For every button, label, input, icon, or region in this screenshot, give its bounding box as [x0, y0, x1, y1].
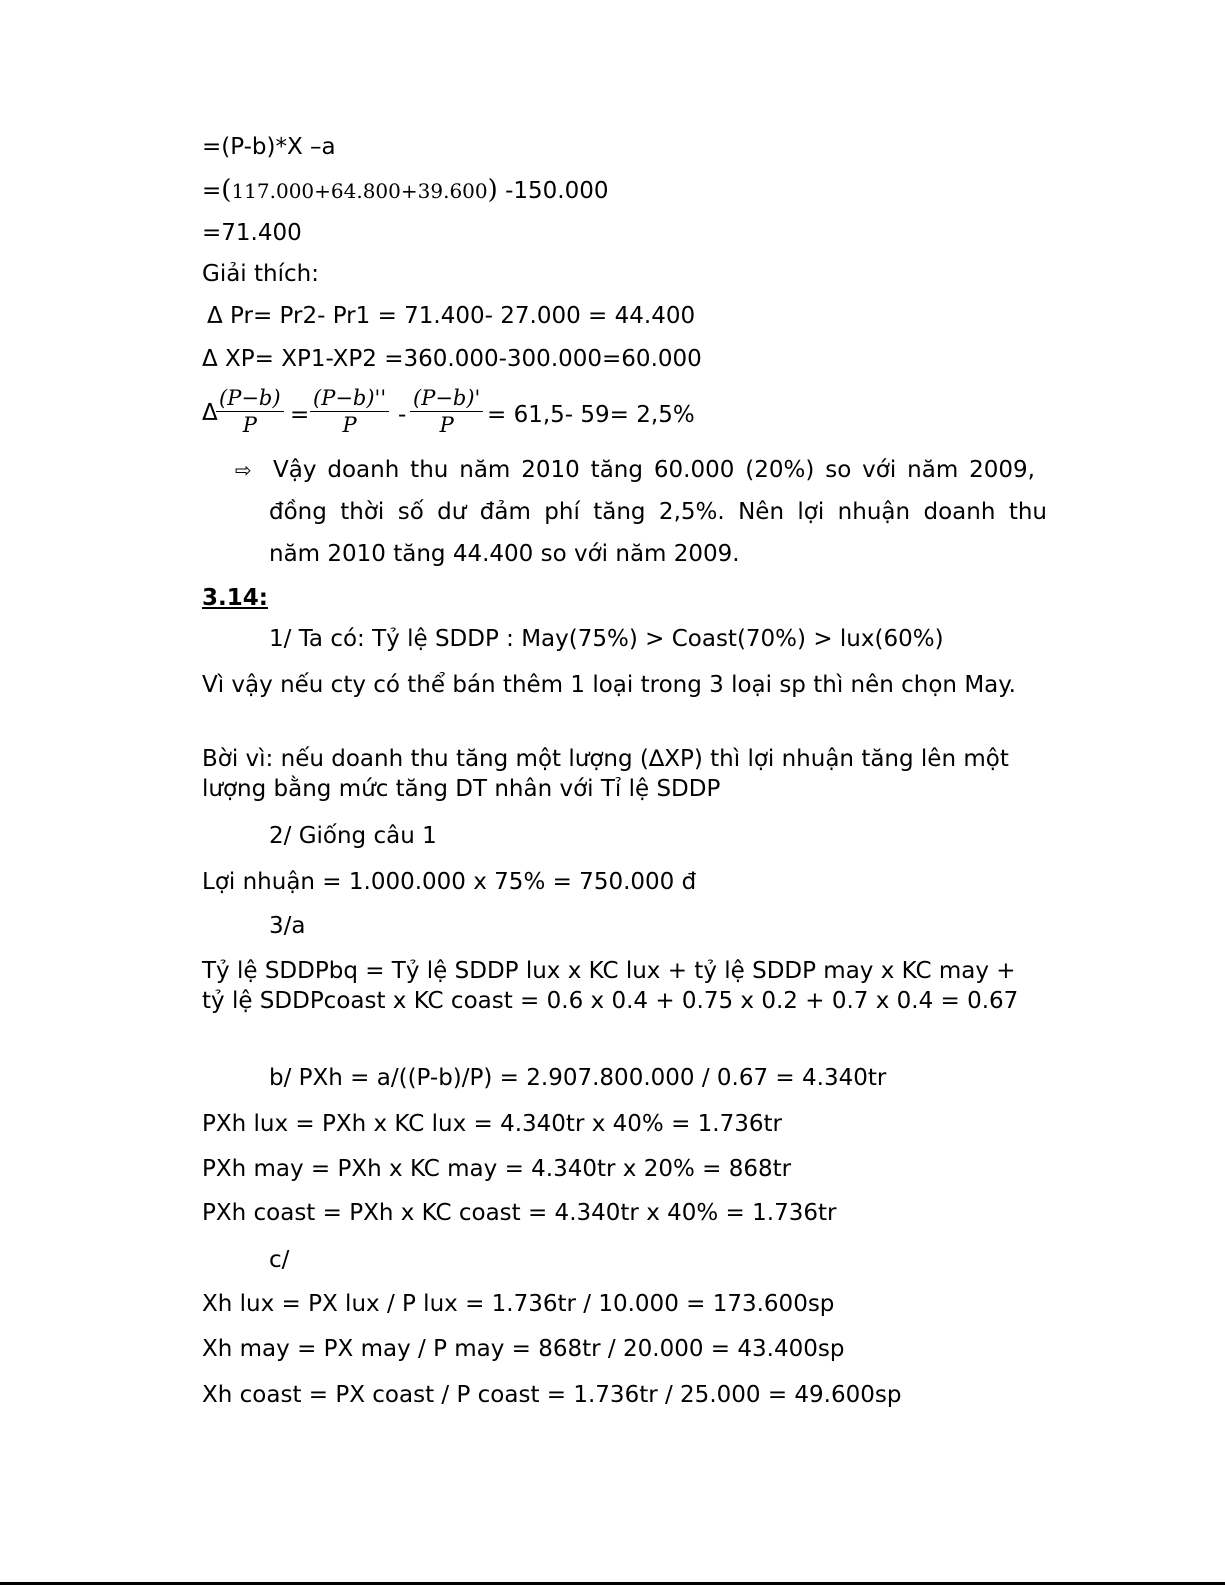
- paragraph-reason: Bời vì: nếu doanh thu tăng một lượng (∆XP) thì lợi nhuận tăng lên một lượng bằng mức tăng DT nhân với Tỉ lệ SDDP: [202, 746, 1009, 802]
- paragraph-weighted-ratio: Tỷ lệ SDDPbq = Tỷ lệ SDDP lux x KC lux + tỷ lệ SDDP may x KC may + tỷ lệ SDDPcoast x KC coast = 0.6 x 0.4 + 0.75 x 0.2 + 0.7 x 0.4 = 0.67: [202, 958, 1019, 1014]
- formula-line-2-sum: 117.000+64.800+39.600: [231, 179, 488, 203]
- paragraph-choice: Vì vậy nếu cty có thể bán thêm 1 loại trong 3 loại sp thì nên chọn May.: [202, 672, 1016, 698]
- minus-sign: -: [398, 402, 407, 428]
- fraction-1-numerator: (P−b): [216, 385, 284, 412]
- delta-symbol: Δ: [202, 400, 218, 426]
- fraction-1-denominator: P: [242, 413, 257, 437]
- section-heading: 3.14:: [202, 585, 268, 611]
- point-1: 1/ Ta có: Tỷ lệ SDDP : May(75%) > Coast(70%) > lux(60%): [269, 626, 944, 652]
- point-3b: b/ PXh = a/((P-b)/P) = 2.907.800.000 / 0.67 = 4.340tr: [269, 1065, 887, 1091]
- fraction-2-denominator: P: [342, 413, 357, 437]
- fraction-2-numerator: (P−b)'': [310, 385, 389, 412]
- formula-line-2-suffix: -150.000: [497, 178, 609, 204]
- delta-revenue-line: Δ XP= XP1-XP2 =360.000-300.000=60.000: [202, 346, 702, 372]
- equals-sign: =: [290, 402, 310, 428]
- profit-line: Lợi nhuận = 1.000.000 x 75% = 750.000 đ: [202, 869, 697, 895]
- fraction-3-denominator: P: [439, 413, 454, 437]
- conclusion-line-2: đồng thời số dư đảm phí tăng 2,5%. Nên lợi nhuận doanh thu: [269, 499, 1047, 525]
- delta-profit-line: Δ Pr= Pr2- Pr1 = 71.400- 27.000 = 44.400: [207, 303, 696, 329]
- fraction-3: [410, 385, 483, 438]
- formula-line-3: =71.400: [202, 220, 302, 246]
- formula-line-2-prefix: =: [202, 178, 222, 204]
- conclusion-line-3: năm 2010 tăng 44.400 so với năm 2009.: [269, 541, 740, 567]
- pxh-coast-line: PXh coast = PXh x KC coast = 4.340tr x 40% = 1.736tr: [202, 1200, 837, 1226]
- xh-may-line: Xh may = PX may / P may = 868tr / 20.000 = 43.400sp: [202, 1336, 845, 1362]
- formula-line-2: =(117.000+64.800+39.600) -150.000: [202, 175, 609, 205]
- fraction-2: [310, 385, 389, 438]
- point-3a: 3/a: [269, 913, 306, 939]
- xh-lux-line: Xh lux = PX lux / P lux = 1.736tr / 10.000 = 173.600sp: [202, 1291, 835, 1317]
- delta-result: = 61,5- 59= 2,5%: [487, 402, 695, 428]
- point-2: 2/ Giống câu 1: [269, 823, 437, 849]
- pxh-may-line: PXh may = PXh x KC may = 4.340tr x 20% = 868tr: [202, 1156, 792, 1182]
- conclusion-line-1: Vậy doanh thu năm 2010 tăng 60.000 (20%) so với năm 2009,: [273, 457, 1035, 483]
- point-3c: c/: [269, 1247, 290, 1273]
- xh-coast-line: Xh coast = PX coast / P coast = 1.736tr / 25.000 = 49.600sp: [202, 1382, 902, 1408]
- fraction-1: [216, 385, 284, 438]
- explanation-label: Giải thích:: [202, 261, 319, 287]
- arrow-bullet-icon: ⇨: [235, 458, 252, 482]
- formula-line-1: =(P-b)*X –a: [202, 134, 336, 160]
- fraction-3-numerator: (P−b)': [410, 385, 483, 412]
- pxh-lux-line: PXh lux = PXh x KC lux = 4.340tr x 40% = 1.736tr: [202, 1111, 782, 1137]
